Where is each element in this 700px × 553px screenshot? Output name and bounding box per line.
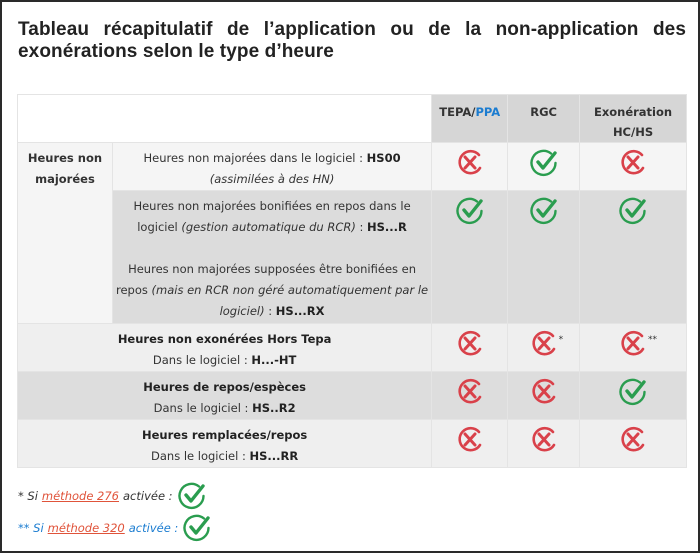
- footnotes: [18, 480, 212, 544]
- cell-exoneration: [580, 372, 687, 420]
- header-exo-line2: HC/HS: [612, 125, 654, 139]
- table-row: [18, 324, 687, 372]
- cell-tepa: [432, 372, 508, 420]
- table-row: [18, 420, 687, 468]
- cell-tepa: [432, 420, 508, 468]
- table-row: [18, 143, 687, 191]
- desc-italic: (assimilées à des HN): [209, 172, 335, 186]
- cell-exoneration: [580, 324, 687, 372]
- desc-text: Heures non majorées supposées être bonifiées en repos: [115, 262, 417, 297]
- row-title: Heures remplacées/repos: [142, 428, 308, 442]
- desc-text: Dans le logiciel :: [153, 401, 253, 415]
- cell-rgc: [508, 324, 580, 372]
- cross-icon: [455, 425, 485, 455]
- row-description: [18, 420, 432, 468]
- cross-icon: [455, 377, 485, 407]
- cross-icon: [529, 377, 559, 407]
- cross-icon: [455, 329, 485, 359]
- desc-separator: :: [355, 220, 368, 234]
- methode-276-link[interactable]: méthode 276: [41, 489, 119, 503]
- header-blank-cell: [18, 95, 432, 143]
- cell-tepa: [432, 191, 508, 324]
- row-description: [18, 372, 432, 420]
- page-title: Tableau récapitulatif de l’application ou de la non-application des exonérations selon le type d’heure: [18, 19, 686, 62]
- footnote-prefix: ** Si: [18, 521, 44, 535]
- methode-320-link[interactable]: méthode 320: [47, 521, 125, 535]
- row-group-label: [18, 143, 113, 324]
- check-icon: [529, 196, 559, 226]
- desc-code: HS...R: [367, 220, 407, 234]
- footnote-suffix: activée :: [128, 521, 179, 535]
- footnote-marker: **: [648, 335, 658, 345]
- cell-rgc: [508, 420, 580, 468]
- header-tepa-ppa: [432, 95, 508, 143]
- footnote-suffix: activée :: [123, 489, 173, 503]
- footnote-320: [18, 512, 212, 544]
- desc-code: HS..R2: [252, 401, 296, 415]
- cell-exoneration: [580, 143, 687, 191]
- cell-tepa: [432, 143, 508, 191]
- desc-separator: :: [264, 304, 276, 318]
- row-title: Heures non exonérées Hors Tepa: [117, 332, 332, 346]
- desc-code: HS00: [366, 151, 401, 165]
- header-exo-line1: Exonération: [593, 105, 673, 119]
- desc-text: Dans le logiciel :: [152, 353, 252, 367]
- footnote-276: [18, 480, 212, 512]
- cell-rgc: [508, 191, 580, 324]
- cell-exoneration: [580, 191, 687, 324]
- check-icon: [529, 148, 559, 178]
- cross-icon: [618, 425, 648, 455]
- header-rgc: RGC: [508, 95, 580, 143]
- desc-text: Dans le logiciel :: [151, 449, 250, 463]
- cell-rgc: [508, 372, 580, 420]
- cell-rgc: [508, 143, 580, 191]
- cross-icon: [618, 148, 648, 178]
- desc-italic: (mais en RCR non géré automatiquement par le logiciel): [151, 283, 429, 318]
- row-group-label-line1: Heures non: [27, 151, 103, 165]
- row-description: [18, 324, 432, 372]
- header-exoneration: [580, 95, 687, 143]
- table-header-row: [18, 95, 687, 143]
- desc-italic: (gestion automatique du RCR): [181, 220, 356, 234]
- row-group-label-line2: majorées: [35, 172, 95, 186]
- row-title: Heures de repos/espèces: [143, 380, 306, 394]
- header-ppa-label: PPA: [475, 105, 501, 119]
- cross-icon: [618, 329, 658, 359]
- desc-code: HS...RX: [275, 304, 325, 318]
- desc-code: H...-HT: [251, 353, 297, 367]
- check-icon: [177, 481, 207, 511]
- check-icon: [618, 377, 648, 407]
- table-row: [18, 191, 687, 324]
- check-icon: [618, 196, 648, 226]
- cross-icon: [529, 329, 564, 359]
- cross-icon: [529, 425, 559, 455]
- row-description: [112, 143, 431, 191]
- table-row: [18, 372, 687, 420]
- cell-tepa: [432, 324, 508, 372]
- desc-code: HS...RR: [249, 449, 299, 463]
- desc-text: Heures non majorées bonifiées en repos dans le logiciel: [133, 199, 411, 234]
- desc-text: Heures non majorées dans le logiciel :: [143, 151, 367, 165]
- cross-icon: [455, 148, 485, 178]
- check-icon: [182, 513, 212, 543]
- check-icon: [455, 196, 485, 226]
- cell-exoneration: [580, 420, 687, 468]
- summary-table: [17, 94, 687, 468]
- header-tepa-label: TEPA/: [439, 105, 476, 119]
- footnote-prefix: * Si: [18, 489, 38, 503]
- footnote-marker: *: [558, 335, 564, 345]
- row-description: [112, 191, 431, 324]
